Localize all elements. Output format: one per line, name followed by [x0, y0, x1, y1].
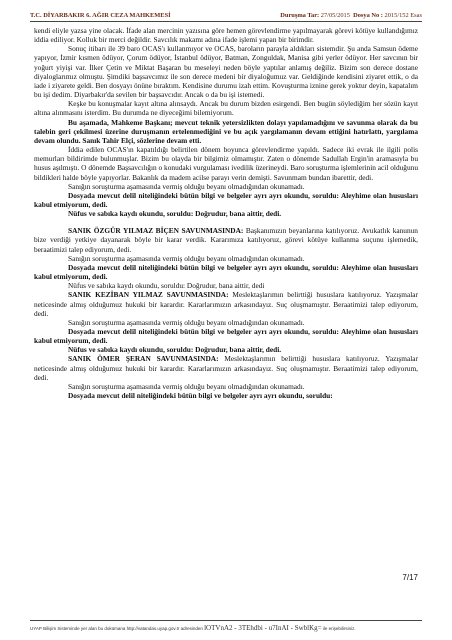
- court-name: T.C. DİYARBAKIR 6. AĞIR CEZA MAHKEMESİ: [30, 12, 171, 19]
- statement-note: Sanığın soruşturma aşamasında vermiş olduğu beyanı olmadığından okunamadı.: [68, 317, 305, 327]
- defense-text: Başkanımızın beyanlarına katılıyoruz. Avukatlık kanunun bize verdiği yetkiye dayanarak böyle bir karar verdik. Kararımıza katılıyoruz, görevi kötüye kullanma suçunu işlemedik, beraatimizi talep ediyorum, dedi.: [34, 226, 418, 254]
- defendant-heading: SANIK KEZİBAN YILMAZ SAVUNMASINDA:: [68, 290, 229, 300]
- defense-paragraph: [34, 290, 418, 317]
- evidence-note: [34, 327, 418, 345]
- defense-paragraph: [34, 226, 418, 253]
- paragraph: kendi eliyle yazsa yine olacak. İfade alan mercinin yazısına göre hemen görevlendirme yapılmayarak görevi kötüye kullandığımız iddia ediliyor. Kolluk bir merci değildir. Savcılık makamı adına ifade işlemi yapan bir birimdir.: [34, 26, 418, 45]
- evidence-text: Dosyada mevcut delil niteliğindeki bütün bilgi ve belgeler ayrı ayrı okundu, soruldu: Aleyhime olan hususları kabul etmiyorum, dedi.: [34, 327, 418, 346]
- statement-note: Sanığın soruşturma aşamasında vermiş olduğu beyanı olmadığından okunamadı.: [68, 381, 305, 391]
- paragraph: Keşke bu konuşmalar kayıt altına alınsaydı. Ancak bu durum bizden esirgendi. Ben bugün söylediğim her sözün kayıt altına alınmasını isterdim. Bu durumda ne diyeceğimi bilemiyorum.: [34, 99, 418, 118]
- footer-divider: [30, 620, 422, 621]
- evidence-text: Dosyada mevcut delil niteliğindeki bütün bilgi ve belgeler ayrı ayrı okundu, soruldu: Aleyhime olan hususları kabul etmiyorum, dedi.: [34, 262, 418, 282]
- defense-text: Meslektaşlarımın belirttiği hususlara katılıyoruz. Yazışmalar neticesinde almış olduğumuz hukuki bir karardır. Kararlarımızın arkasındayız. Suç oluşmamıştır. Beraatimizi talep ediyorum, dedi.: [34, 354, 418, 382]
- hearing-date-label: Duruşma Tar:: [280, 12, 320, 19]
- header-divider: [30, 21, 422, 22]
- record-note: Nüfus ve sabıka kaydı okundu, soruldu: Doğrudur, bana aittir, dedi.: [68, 209, 282, 219]
- document-body: [34, 26, 418, 400]
- evidence-text: Dosyada mevcut delil niteliğindeki bütün bilgi ve belgeler ayrı ayrı okundu, soruldu: Aleyhime olan hususları kabul etmiyorum, dedi.: [34, 190, 418, 209]
- paragraph: Sonuç itibarı ile 39 baro OCAS'ı kullanmıyor ve OCAS, baroların parayla aldıkları sistemdir. Şu anda Samsun ödeme yapıyor, İzmir kısmen ödüyor, Çorum ödüyor, İstanbul ödüyor, Batman, Zonguldak, Manisa gibi yerler ödüyor. Her savcının bir yoğurt yiyişi var. İlker Çetin ve Miktat Başaran bu meseleyi neden böyle yaptılar anlamış değiliz. Bizim son derece dostane diyaloglarımız olmuştu. Şimdiki başsavcımız ile son derece medeni bir diyaloğumuz var. Geldiğinde kendisini ziyaret ettik, o da iade i ziyarete geldi. Ben dosyayı önüne bıraktım. Kendisine durumu izah ettim. Kovuşturma iznine gerek yoktur deyin, kapatalım bu işi dedim. Diyarbakır'da sevilen bir başsavcıdır. Ancak o da bu işi istemedi.: [34, 44, 418, 100]
- page-number: 7/17: [402, 573, 418, 582]
- footer-text: UYAP Bilişim Sisteminde yer alan bu dokümana http://vatandas.uyap.gov.tr adresinden: [30, 626, 205, 631]
- hearing-info: [280, 12, 422, 19]
- statement-note: Sanığın soruşturma aşamasında vermiş olduğu beyanı olmadığından okunamadı.: [68, 253, 305, 263]
- page-footer: [30, 624, 428, 632]
- defendant-heading: SANIK ÖZGÜR YILMAZ BİÇEN SAVUNMASINDA:: [68, 226, 244, 236]
- defendant-heading: SANIK ÖMER ŞERAN SAVUNMASINDA:: [68, 354, 219, 364]
- statement-note: Sanığın soruşturma aşamasında vermiş olduğu beyanı olmadığından okunamadı.: [68, 181, 305, 191]
- court-president-note: Bu aşamada, Mahkeme Başkanı; mevcut teknik yetersizlikten dolayı yapılamadığını ve savunma olarak da bu talebin geri çekilmesi üzerine duruşmanın ertelenmediğini ve bu açık yargılamanın devam ettiğini hatırlattı, yargılama devam olundu. Sanık Tahir Elçi, sözlerine devam etti.: [34, 117, 418, 145]
- defense-paragraph: [34, 354, 418, 381]
- hearing-date: 27/05/2015: [319, 12, 350, 19]
- footer-suffix: ile erişebilirsiniz.: [321, 626, 356, 631]
- file-number-label: Dosya No :: [353, 12, 383, 19]
- record-note: Nüfus ve sabıka kaydı okundu, soruldu: Doğrudur, bana aittir, dedi.: [68, 345, 282, 355]
- paragraph: İddia edilen OCAS'ın kapatıldığı belirtilen dönem boyunca görevlendirme yapıldı. Sadece iki evrak ile ilgili polis memurları bildirimde bulunmuşlar. Bizim bu olayda bir bilgimiz olmamıştır. Zaten o dönemde Sadullah Ergin'in aramasıyla bu husus aşılmıştı. O dönemde Başsavcılığın o konudaki vurgulaması ivedilik üzerineydi. Baro soruşturma işlemlerinin acil olduğunu bildikleri halde böyle yapıyorlar. Bakanlık da madem acilse parayı verin demişti. Savunmam bundan ibarettir, dedi.: [34, 145, 418, 182]
- evidence-note: [34, 191, 418, 209]
- verification-code: lOTVnA2 - 3TEhdbi - u7InAI - SwblKg=: [204, 624, 322, 632]
- record-note: Nüfus ve sabıka kaydı okundu, soruldu: Doğrudur, bana aittir, dedi: [68, 281, 265, 291]
- evidence-note: [34, 263, 418, 281]
- evidence-note: Dosyada mevcut delil niteliğindeki bütün bilgi ve belgeler ayrı ayrı okundu, soruldu:: [68, 391, 333, 401]
- file-number: 2015/152 Esas: [382, 12, 422, 19]
- defense-text: Meslektaşlarımın belirttiği hususlara katılıyoruz. Yazışmalar neticesinde almış olduğumuz hukuki bir karardır. Kararlarımızın arkasındayız. Suç oluşmamıştır. Beraatimizi talep ediyorum, dedi.: [34, 290, 418, 318]
